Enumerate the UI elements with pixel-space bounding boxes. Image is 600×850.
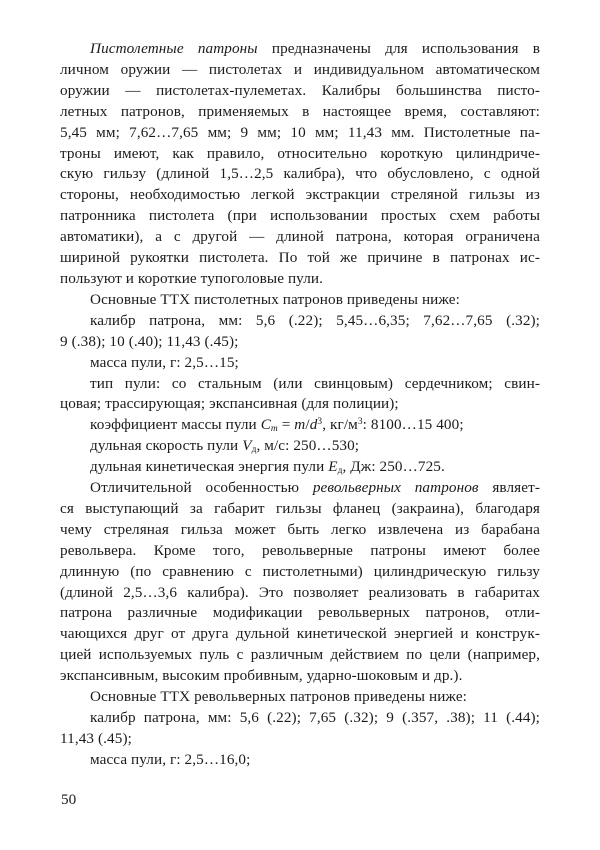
text-run: револьвера. Кроме того, револьверные патроны имеют более xyxy=(60,541,540,559)
text-run: чему стреляная гильза может быть легко извлечена из барабана xyxy=(60,520,540,538)
text-line xyxy=(60,499,540,520)
text-line xyxy=(60,164,540,185)
text-run: пользуют и короткие тупоголовые пули. xyxy=(60,269,324,287)
text-run: дульная кинетическая энергия пули xyxy=(90,458,329,476)
text-line xyxy=(60,708,540,729)
text-line xyxy=(60,39,540,60)
text-line xyxy=(60,541,540,562)
text-line xyxy=(60,624,540,645)
text-line xyxy=(60,603,540,624)
text-line xyxy=(60,102,540,123)
text-run: длинную (по сравнению с пистолетными) цилиндрическую гильзу xyxy=(60,562,540,580)
text-line xyxy=(60,311,540,332)
text-run: масса пули, г: 2,5…16,0; xyxy=(90,750,251,768)
text-line xyxy=(60,269,540,290)
text-run: 5,45 мм; 7,62…7,65 мм; 9 мм; 10 мм; 11,43 мм. Пистолетные па- xyxy=(60,123,540,141)
text-run: m xyxy=(270,424,278,435)
text-run: автоматики), а с другой — длиной патрона, которая ограничена xyxy=(60,228,540,246)
text-run: коэффициент массы пули xyxy=(90,416,261,434)
body-text xyxy=(60,39,540,771)
text-run: E xyxy=(328,458,338,476)
text-run: , м/с: 250…530; xyxy=(256,437,360,455)
text-run: V xyxy=(242,437,252,455)
text-run: тип пули: со стальным (или свинцовым) сердечником; свин- xyxy=(90,374,540,392)
text-line xyxy=(60,185,540,206)
text-run: троны имеют, как правило, относительно короткую цилиндриче- xyxy=(60,144,540,162)
text-line xyxy=(60,353,540,374)
text-line xyxy=(60,332,540,353)
text-line xyxy=(60,478,540,499)
text-run: 3 xyxy=(357,417,363,428)
text-run: 9 (.38); 10 (.40); 11,43 (.45); xyxy=(60,332,239,350)
text-run: d xyxy=(309,416,318,434)
text-run: масса пули, г: 2,5…15; xyxy=(90,353,239,371)
text-run: Пистолетные патроны xyxy=(90,40,258,57)
text-run: стороны, необходимостью легкой экстракции стреляной гильзы из xyxy=(60,186,540,204)
text-line xyxy=(60,457,540,478)
text-run: предназначены для использования в xyxy=(257,40,540,57)
text-run: д xyxy=(337,466,343,477)
text-line xyxy=(60,436,540,457)
text-run: Основные ТТХ револьверных патронов приведены ниже: xyxy=(90,688,467,706)
text-line xyxy=(60,206,540,227)
text-run: C xyxy=(260,416,271,434)
text-run: Отличительной особенностью xyxy=(90,479,313,497)
text-run: m xyxy=(294,416,306,434)
text-run: : 8100…15 400; xyxy=(362,416,464,434)
text-run: экспансивным, высоким пробивным, ударно-шоковым и др.). xyxy=(60,667,463,685)
text-line xyxy=(60,415,540,436)
text-line xyxy=(60,583,540,604)
text-line xyxy=(60,227,540,248)
text-run: (длиной 2,5…3,6 калибра). Это позволяет реализовать в габаритах xyxy=(60,583,540,601)
text-run: личном оружии — пистолетах и индивидуальном автоматическом xyxy=(60,60,540,78)
text-run: патрона различные модификации револьверных патронов, отли- xyxy=(60,604,540,622)
text-run: чающихся друг от друга дульной кинетической энергией и конструк- xyxy=(60,625,540,643)
text-run: , кг/м xyxy=(322,416,358,434)
text-run: скую гильзу (длиной 1,5…2,5 калибра), что обусловлено, с одной xyxy=(60,165,540,183)
text-run: патронника пистолета (при использовании простых схем работы xyxy=(60,207,540,225)
text-run: Основные ТТХ пистолетных патронов приведены ниже: xyxy=(90,290,460,308)
text-line xyxy=(60,60,540,81)
text-run: являет- xyxy=(478,479,540,497)
text-run: цовая; трассирующая; экспансивная (для полиции); xyxy=(60,395,399,413)
text-run: цией используемых пуль с различным действием по цели (например, xyxy=(60,646,540,664)
text-line xyxy=(60,81,540,102)
text-line xyxy=(60,290,540,311)
text-line xyxy=(60,374,540,395)
text-run: револьверных патронов xyxy=(312,479,479,497)
text-run: 11,43 (.45); xyxy=(60,729,132,747)
text-run: / xyxy=(305,416,310,434)
text-run: калибр патрона, мм: 5,6 (.22); 5,45…6,35; 7,62…7,65 (.32); xyxy=(90,311,540,329)
text-run: = xyxy=(277,416,295,434)
text-run: ся выступающий за габарит гильзы фланец (закраина), благодаря xyxy=(60,499,540,517)
text-run: дульная скорость пули xyxy=(90,437,243,455)
text-run: , Дж: 250…725. xyxy=(342,458,445,476)
text-line xyxy=(60,123,540,144)
text-run: 3 xyxy=(317,417,323,428)
text-run: оружии — пистолетах-пулеметах. Калибры большинства писто- xyxy=(60,81,540,99)
text-line xyxy=(60,248,540,269)
text-line xyxy=(60,687,540,708)
text-line xyxy=(60,394,540,415)
text-line xyxy=(60,144,540,165)
text-run: калибр патрона, мм: 5,6 (.22); 7,65 (.32); 9 (.357, .38); 11 (.44); xyxy=(90,709,540,726)
text-run: д xyxy=(251,445,257,456)
text-line xyxy=(60,750,540,771)
text-line xyxy=(60,666,540,687)
text-line xyxy=(60,520,540,541)
text-line xyxy=(60,729,540,750)
page-number: 50 xyxy=(61,791,77,808)
text-run: летных патронов, применяемых в настоящее время, составляют: xyxy=(60,102,540,120)
text-line xyxy=(60,562,540,583)
text-line xyxy=(60,645,540,666)
text-run: шириной рукоятки пистолета. По той же причине в патронах ис- xyxy=(60,249,540,267)
